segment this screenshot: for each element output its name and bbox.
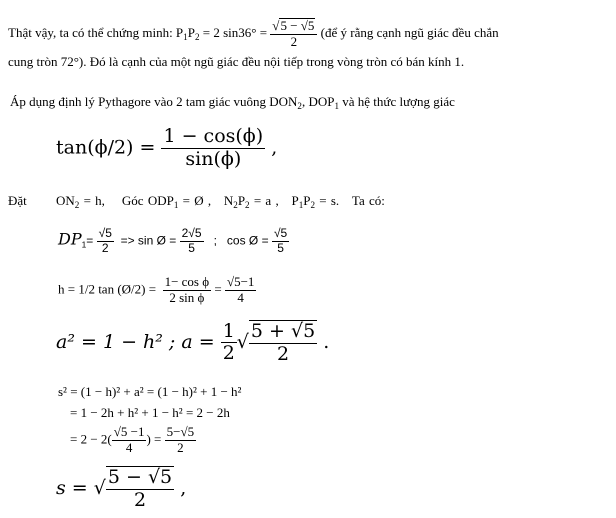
paragraph-line-2: cung tròn 72°). Đó là cạnh của một ngũ giác đều nội tiếp trong vòng tròn có bán kính 1. xyxy=(8,54,465,69)
sqrt-fraction: $\frac{√5 - √5}{2}$ xyxy=(270,18,317,50)
tan-formula: tan(ϕ/2) = $\frac{1 - \cos(\phi)}{\sin(\phi)}$ , xyxy=(56,125,278,170)
s-line-3: = 2 − 2( $\frac{√5 -1}{4}$ ) = $\frac{5-√5}{2}$ xyxy=(70,424,195,455)
h-line: h = 1/2 tan (Ø/2) = $\frac{\text{1− cos ϕ}}{\text{2 sin ϕ}}$ = $\frac{√5-1}{4}$ xyxy=(58,274,255,305)
a-line: a² = 1 − h² ; a = $\frac{1}{2}$ √ $\frac{5 + √5}{2}$ . xyxy=(56,319,330,365)
final-formula: s = √ $\frac{5 - √5}{2}$ , xyxy=(56,466,187,511)
dp-line: $DP_1=$ $\frac{√5}{2}$ => sin Ø = $\frac{2√5}{5}$ ; cos Ø = $\frac{√5}{5}$ xyxy=(58,226,288,255)
paragraph-line-1: Thật vậy, ta có thể chứng minh: $P_1P_2 = 2$ sin36° = $\frac{√5 - √5}{2}$ (để ý rằng cạnh ngũ giác đều chắn xyxy=(8,18,499,49)
definitions-line: Đặt $ON_2 = h$, Góc $ODP_1$ = Ø , $N_2P_2 = a$ , $P_1P_2 = s$. Ta có: xyxy=(8,193,385,210)
s-line-2: = 1 − 2h + h² + 1 − h² = 2 − 2h xyxy=(70,405,230,420)
paragraph-line-3: Áp dụng định lý Pythagore vào 2 tam giác vuông $DON_2$, $DOP_1$ và hệ thức lượng giác xyxy=(10,94,455,111)
s-line-1: s² = (1 − h)² + a² = (1 − h)² + 1 − h² xyxy=(58,384,242,399)
